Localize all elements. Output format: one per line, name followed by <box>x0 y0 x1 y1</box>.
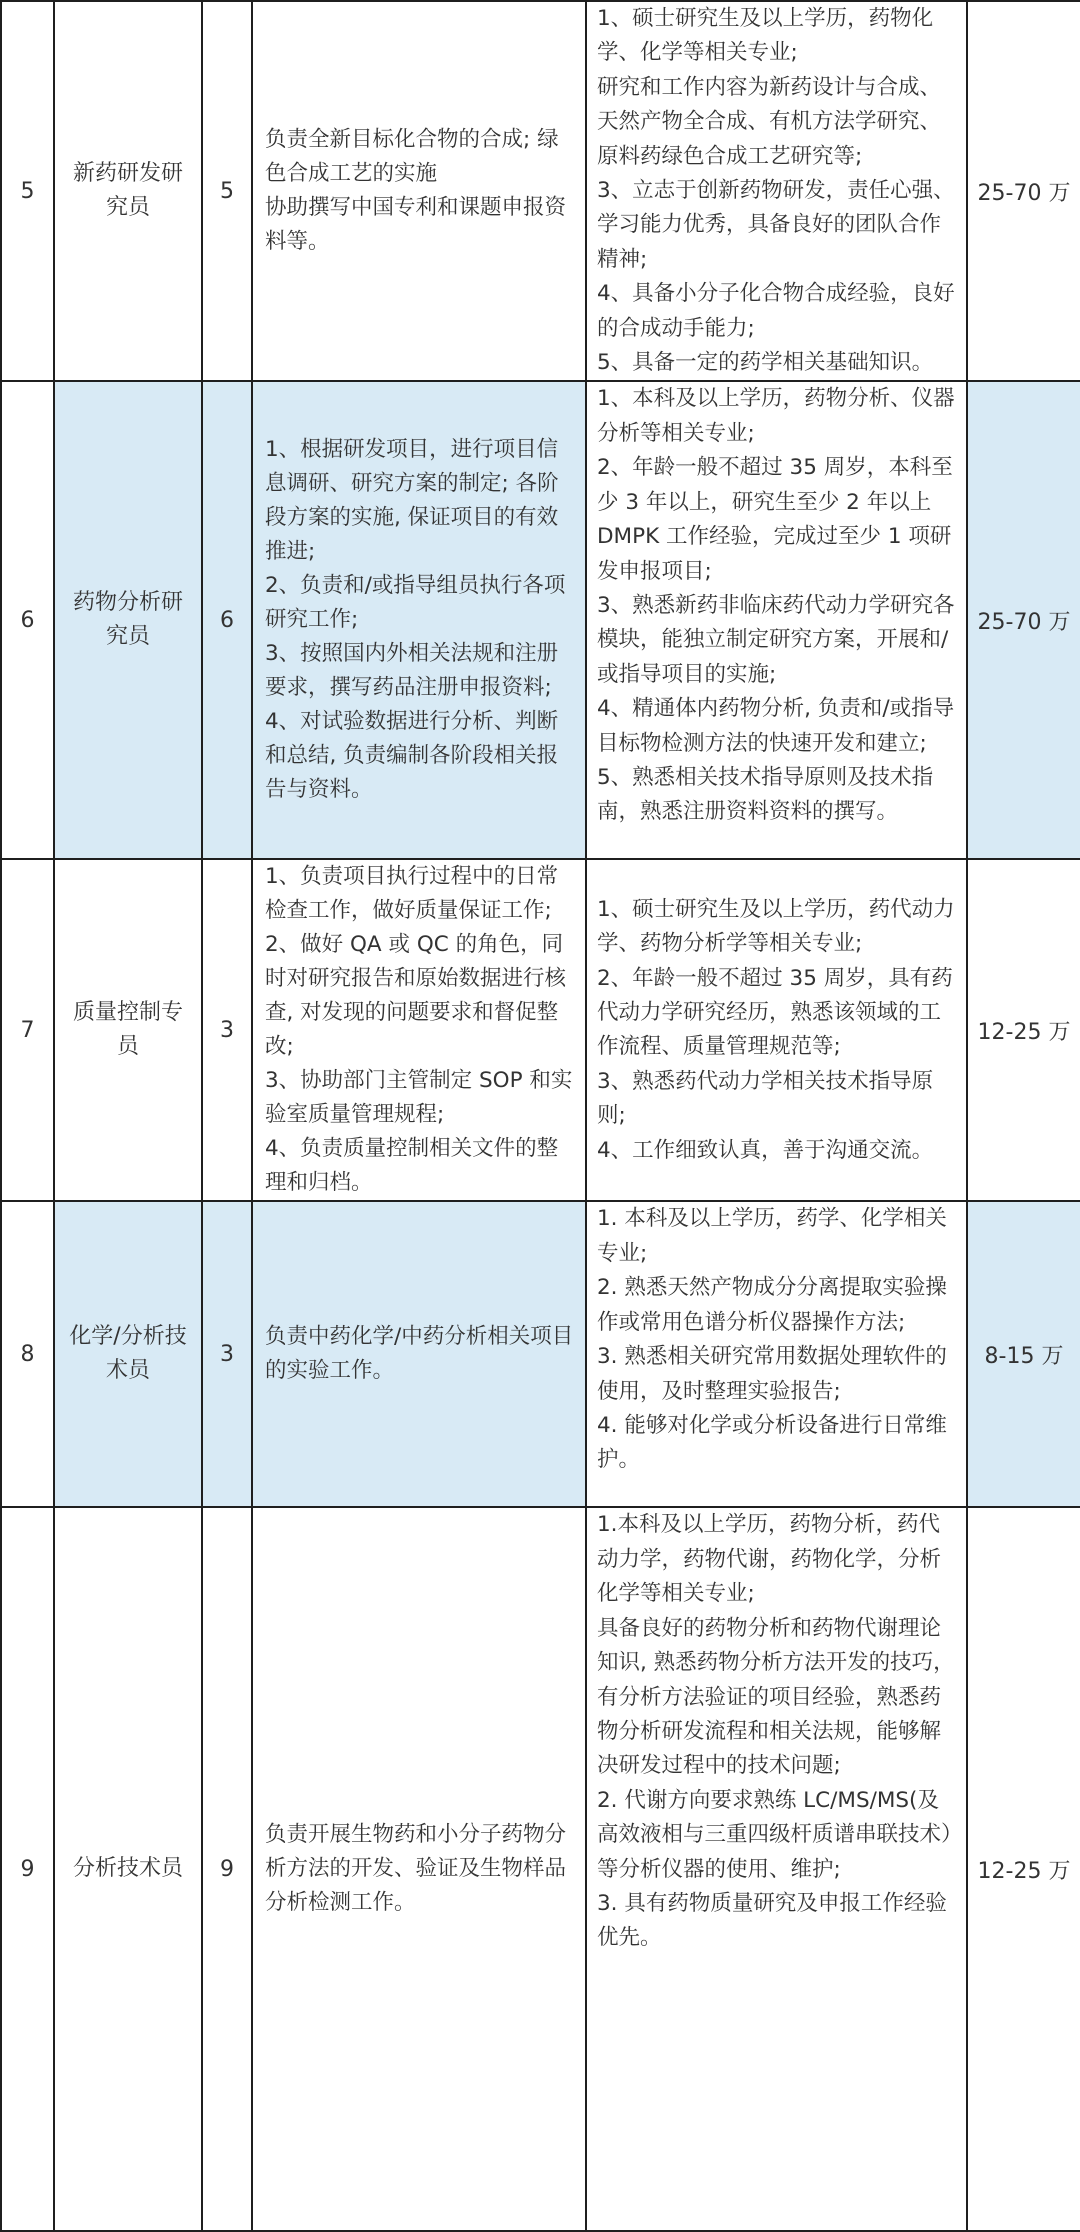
requirement-line: 4. 能够对化学或分析设备进行日常维护。 <box>597 1412 947 1473</box>
job-description <box>252 381 586 859</box>
salary: 12-25 万 <box>967 859 1080 1201</box>
requirement-line: 3. 具有药物质量研究及申报工作经验优先。 <box>597 1890 947 1951</box>
requirement-line: 1. 本科及以上学历，药学、化学相关专业; <box>597 1206 947 1266</box>
description-line: 2、负责和/或指导组员执行各项研究工作; <box>265 573 566 633</box>
job-title: 药物分析研究员 <box>54 381 202 859</box>
job-description <box>252 1507 586 2231</box>
job-requirements <box>586 1507 967 2231</box>
table-row <box>1 1 1080 381</box>
description-line: 负责全新目标化合物的合成; 绿色合成工艺的实施 <box>265 127 559 187</box>
row-number: 9 <box>1 1507 54 2231</box>
table-row <box>1 381 1080 859</box>
job-title: 质量控制专员 <box>54 859 202 1201</box>
row-number: 8 <box>1 1201 54 1507</box>
salary: 25-70 万 <box>967 381 1080 859</box>
description-line: 2、做好 QA 或 QC 的角色，同时对研究报告和原始数据进行核查, 对发现的问题要求和督促整改; <box>265 932 567 1060</box>
description-line: 4、负责质量控制相关文件的整理和归档。 <box>265 1136 559 1196</box>
row-number: 5 <box>1 1 54 381</box>
table-row <box>1 859 1080 1201</box>
requirement-line: 3. 熟悉相关研究常用数据处理软件的使用，及时整理实验报告; <box>597 1344 947 1404</box>
job-requirements <box>586 859 967 1201</box>
requirement-line: 3、熟悉新药非临床药代动力学研究各模块，能独立制定研究方案，开展和/或指导项目的实施; <box>597 592 955 687</box>
description-line: 4、对试验数据进行分析、判断和总结, 负责编制各阶段相关报告与资料。 <box>265 709 559 803</box>
requirement-line: 1、硕士研究生及以上学历，药物化学、化学等相关专业; <box>597 6 934 66</box>
requirement-line: 具备良好的药物分析和药物代谢理论知识, 熟悉药物分析方法开发的技巧，有分析方法验证的项目经验，熟悉药物分析研发流程和相关法规，能够解决研发过程中的技术问题; <box>597 1615 955 1779</box>
requirement-line: 5、熟悉相关技术指导原则及技术指南，熟悉注册资料资料的撰写。 <box>597 764 934 825</box>
job-description <box>252 1201 586 1507</box>
job-title: 化学/分析技术员 <box>54 1201 202 1507</box>
requirement-line: 5、具备一定的药学相关基础知识。 <box>597 350 934 376</box>
job-title: 分析技术员 <box>54 1507 202 2231</box>
requirement-line: 2、年龄一般不超过 35 周岁，本科至少 3 年以上，研究生至少 2 年以上 DMPK 工作经验，完成过至少 1 项研发申报项目; <box>597 455 953 584</box>
job-requirements <box>586 1201 967 1507</box>
description-line: 3、按照国内外相关法规和注册要求，撰写药品注册申报资料; <box>265 641 559 701</box>
job-title: 新药研发研究员 <box>54 1 202 381</box>
requirement-line: 1.本科及以上学历，药物分析，药代动力学，药物代谢，药物化学，分析化学等相关专业; <box>597 1512 942 1607</box>
requirement-line: 3、立志于创新药物研发，责任心强、学习能力优秀，具备良好的团队合作精神; <box>597 178 955 272</box>
requirement-line: 2、年龄一般不超过 35 周岁，具有药代动力学研究经历，熟悉该领域的工作流程、质量管理规范等; <box>597 965 953 1060</box>
description-line: 1、根据研发项目，进行项目信息调研、研究方案的制定; 各阶段方案的实施, 保证项目的有效推进; <box>265 437 559 565</box>
salary: 8-15 万 <box>967 1201 1080 1507</box>
headcount: 6 <box>202 381 252 859</box>
row-number: 7 <box>1 859 54 1201</box>
requirement-line: 1、硕士研究生及以上学历，药代动力学、药物分析学等相关专业; <box>597 896 955 957</box>
requirement-line: 研究和工作内容为新药设计与合成、天然产物全合成、有机方法学研究、原料药绿色合成工艺研究等; <box>597 74 942 169</box>
requirement-line: 2. 代谢方向要求熟练 LC/MS/MS(及高效液相与三重四级杆质谱串联技术）等分析仪器的使用、维护; <box>597 1787 952 1882</box>
requirement-line: 4、具备小分子化合物合成经验，良好的合成动手能力; <box>597 281 955 341</box>
salary: 12-25 万 <box>967 1507 1080 2231</box>
table-row <box>1 1201 1080 1507</box>
requirement-line: 1、本科及以上学历，药物分析、仪器分析等相关专业; <box>597 386 955 446</box>
table-row <box>1 1507 1080 2231</box>
requirement-line: 2. 熟悉天然产物成分分离提取实验操作或常用色谱分析仪器操作方法; <box>597 1275 947 1335</box>
salary: 25-70 万 <box>967 1 1080 381</box>
headcount: 9 <box>202 1507 252 2231</box>
requirement-line: 4、精通体内药物分析, 负责和/或指导目标物检测方法的快速开发和建立; <box>597 696 955 756</box>
description-line: 负责中药化学/中药分析相关项目的实验工作。 <box>265 1324 574 1384</box>
headcount: 5 <box>202 1 252 381</box>
row-number: 6 <box>1 381 54 859</box>
job-requirements <box>586 381 967 859</box>
headcount: 3 <box>202 859 252 1201</box>
job-description <box>252 859 586 1201</box>
description-line: 1、负责项目执行过程中的日常检查工作，做好质量保证工作; <box>265 864 559 924</box>
description-line: 协助撰写中国专利和课题申报资料等。 <box>265 195 567 255</box>
requirement-line: 3、熟悉药代动力学相关技术指导原则; <box>597 1068 934 1129</box>
job-requirements <box>586 1 967 381</box>
job-description <box>252 1 586 381</box>
headcount: 3 <box>202 1201 252 1507</box>
requirement-line: 4、工作细致认真，善于沟通交流。 <box>597 1137 934 1163</box>
description-line: 负责开展生物药和小分子药物分析方法的开发、验证及生物样品分析检测工作。 <box>265 1822 567 1916</box>
description-line: 3、协助部门主管制定 SOP 和实验室质量管理规程; <box>265 1068 573 1128</box>
